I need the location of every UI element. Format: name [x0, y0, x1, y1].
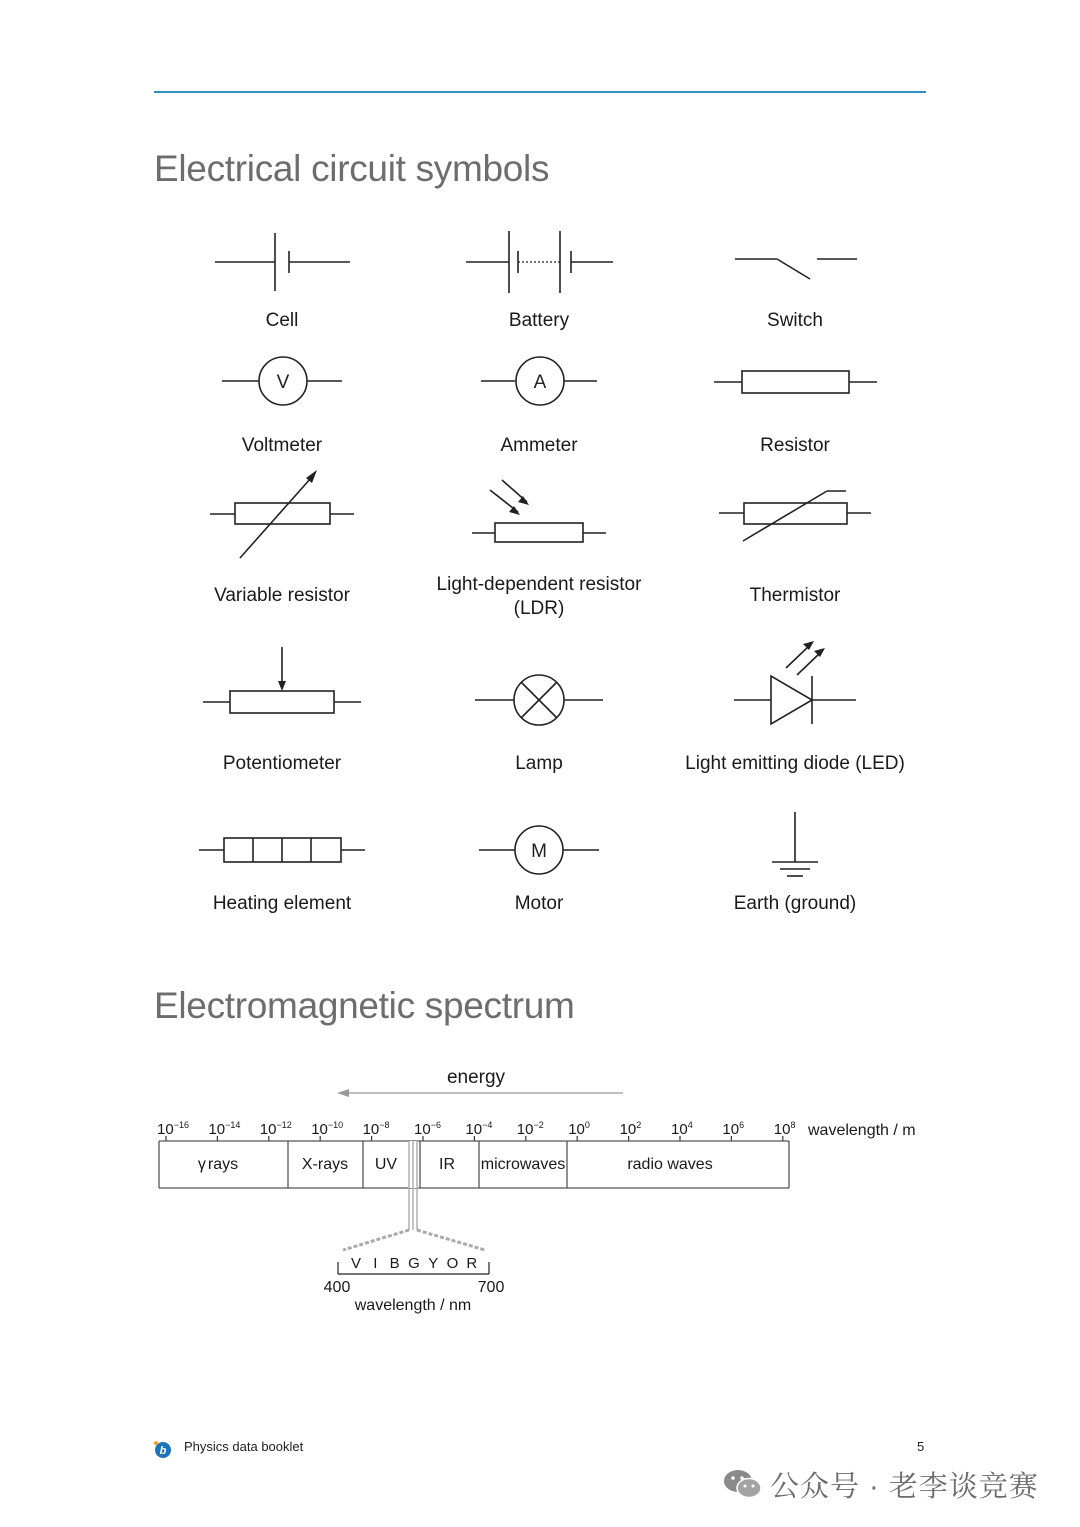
battery-label: Battery — [508, 310, 570, 331]
page-number: 5 — [917, 1439, 925, 1454]
ammeter-letter: A — [533, 372, 547, 393]
ldr-label-line2: (LDR) — [513, 598, 565, 619]
resistor-label: Resistor — [760, 435, 830, 456]
circuit-symbols-heading: Electrical circuit symbols — [154, 148, 550, 189]
radio-band-label: radio waves — [627, 1156, 713, 1173]
wavelength-tick-label: $10^4$ — [671, 1120, 693, 1138]
wavelength-tick-label: $10^6$ — [722, 1120, 745, 1138]
xrays-band-label: X-rays — [301, 1156, 349, 1173]
vibgyor-letter: G — [408, 1255, 420, 1272]
gamma-word: rays — [207, 1156, 239, 1173]
variable-resistor-label: Variable resistor — [214, 585, 350, 606]
energy-label: energy — [446, 1067, 506, 1088]
vibgyor-letter: B — [389, 1255, 400, 1272]
vibgyor-letters — [351, 1255, 477, 1272]
ir-band-label: IR — [439, 1156, 455, 1173]
wavelength-tick-label: $10^{-12}$ — [259, 1120, 292, 1138]
wavelength-tick-label: $10^{-14}$ — [208, 1120, 241, 1138]
wechat-icon — [722, 1466, 764, 1502]
cell-label: Cell — [265, 310, 299, 331]
switch-label: Switch — [767, 310, 823, 331]
lamp-label: Lamp — [515, 753, 563, 774]
microwaves-band-label: microwaves — [480, 1156, 566, 1173]
em-tick-group — [157, 1120, 796, 1141]
voltmeter-label: Voltmeter — [241, 435, 323, 456]
wavelength-tick-label: $10^0$ — [568, 1120, 590, 1138]
visible-expand-right — [417, 1230, 485, 1250]
svg-text:b: b — [159, 1445, 167, 1457]
visible-expand-left — [343, 1230, 409, 1250]
vibgyor-letter: O — [446, 1255, 459, 1272]
earth-label: Earth (ground) — [733, 893, 857, 914]
em-spectrum-heading: Electromagnetic spectrum — [154, 985, 575, 1026]
vibgyor-letter: V — [350, 1255, 362, 1272]
vibgyor-letter: Y — [428, 1255, 439, 1272]
motor-letter: M — [531, 841, 547, 862]
potentiometer-label: Potentiometer — [222, 753, 342, 774]
gamma-symbol: γ — [197, 1156, 206, 1173]
wavelength-tick-label: $10^{-2}$ — [516, 1120, 544, 1138]
visible-max-label: 700 — [477, 1279, 505, 1296]
wavelength-tick-label: $10^8$ — [773, 1120, 796, 1138]
ldr-label-line1: Light-dependent resistor — [436, 574, 642, 595]
wavelength-tick-label: $10^{-4}$ — [465, 1120, 493, 1138]
footer-title: Physics data booklet — [184, 1439, 304, 1454]
heating-element-label: Heating element — [212, 893, 352, 914]
wavelength-tick-label: $10^2$ — [619, 1120, 642, 1138]
wavelength-tick-label: $10^{-6}$ — [414, 1120, 441, 1138]
energy-arrow-head — [337, 1089, 349, 1097]
wavelength-tick-label: $10^{-8}$ — [362, 1120, 390, 1138]
thermistor-label: Thermistor — [749, 585, 841, 606]
ammeter-label: Ammeter — [500, 435, 578, 456]
uv-band-label: UV — [374, 1156, 398, 1173]
gamma-band-label — [198, 1156, 238, 1173]
watermark-text: 公众号 · 老李谈竞赛 — [770, 1471, 1039, 1503]
motor-label: Motor — [514, 893, 564, 914]
voltmeter-letter: V — [276, 372, 290, 393]
wavelength-tick-label: $10^{-10}$ — [311, 1120, 344, 1138]
vibgyor-letter: I — [373, 1255, 378, 1272]
visible-unit-label: wavelength / nm — [354, 1297, 472, 1314]
ib-logo-icon — [152, 1438, 178, 1460]
wavelength-tick-label: $10^{-16}$ — [157, 1120, 189, 1138]
visible-min-label: 400 — [323, 1279, 351, 1296]
vibgyor-letter: R — [466, 1255, 478, 1272]
wavelength-axis-label: wavelength / m — [808, 1122, 916, 1139]
led-label: Light emitting diode (LED) — [685, 753, 905, 774]
